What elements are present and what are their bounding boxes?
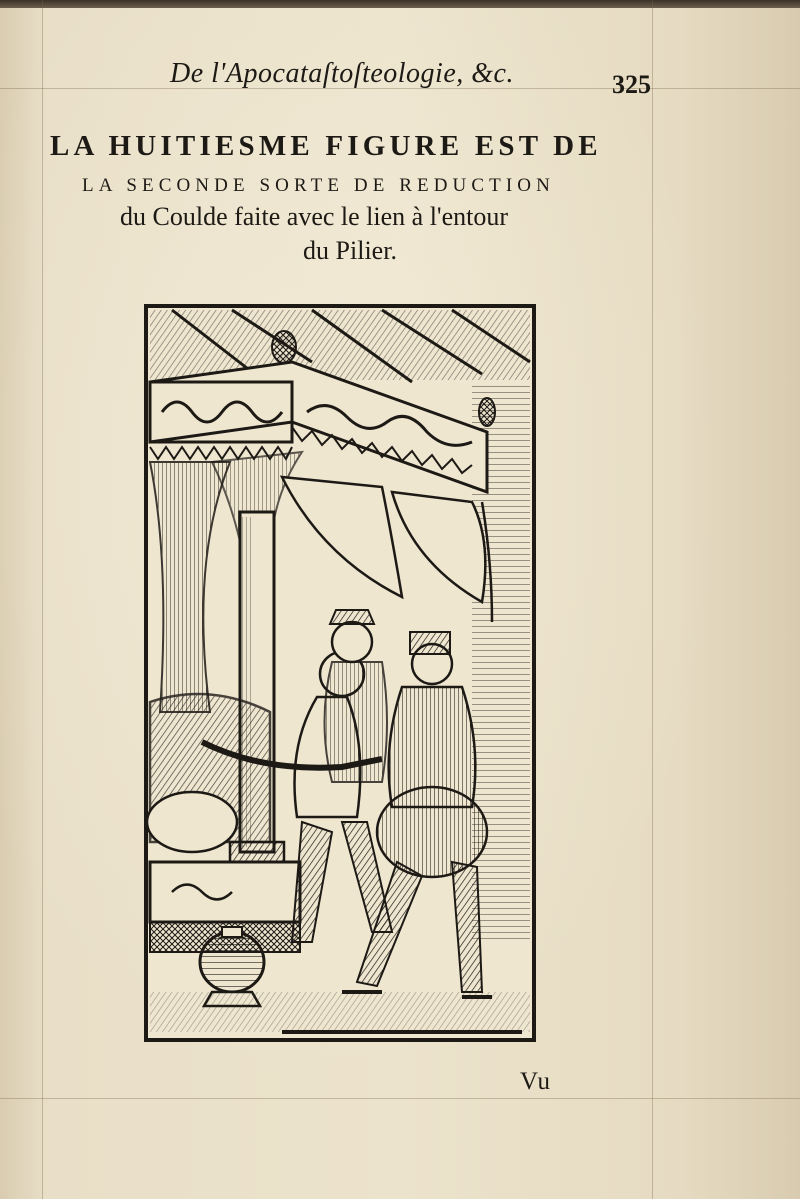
page-edge-shadow [0, 0, 800, 8]
page-number: 325 [612, 70, 651, 99]
fold-line [42, 0, 43, 1199]
woodcut-illustration [142, 302, 538, 1044]
figure-title-line-2: LA SECONDE SORTE DE REDUCTION [82, 175, 555, 196]
figure-title-line-3: du Coulde faite avec le lien à l'entour [120, 202, 509, 231]
ceiling-beams [150, 310, 530, 382]
fold-line [652, 0, 653, 1199]
figure-title-line-1: LA HUITIESME FIGURE EST DE [50, 130, 602, 162]
signature-mark: Vu [520, 1068, 552, 1095]
running-head: De l'Apocataſtoſteologie, &c. [170, 58, 514, 89]
figure-title-line-4: du Pilier. [303, 236, 397, 265]
fold-line [0, 1098, 800, 1099]
